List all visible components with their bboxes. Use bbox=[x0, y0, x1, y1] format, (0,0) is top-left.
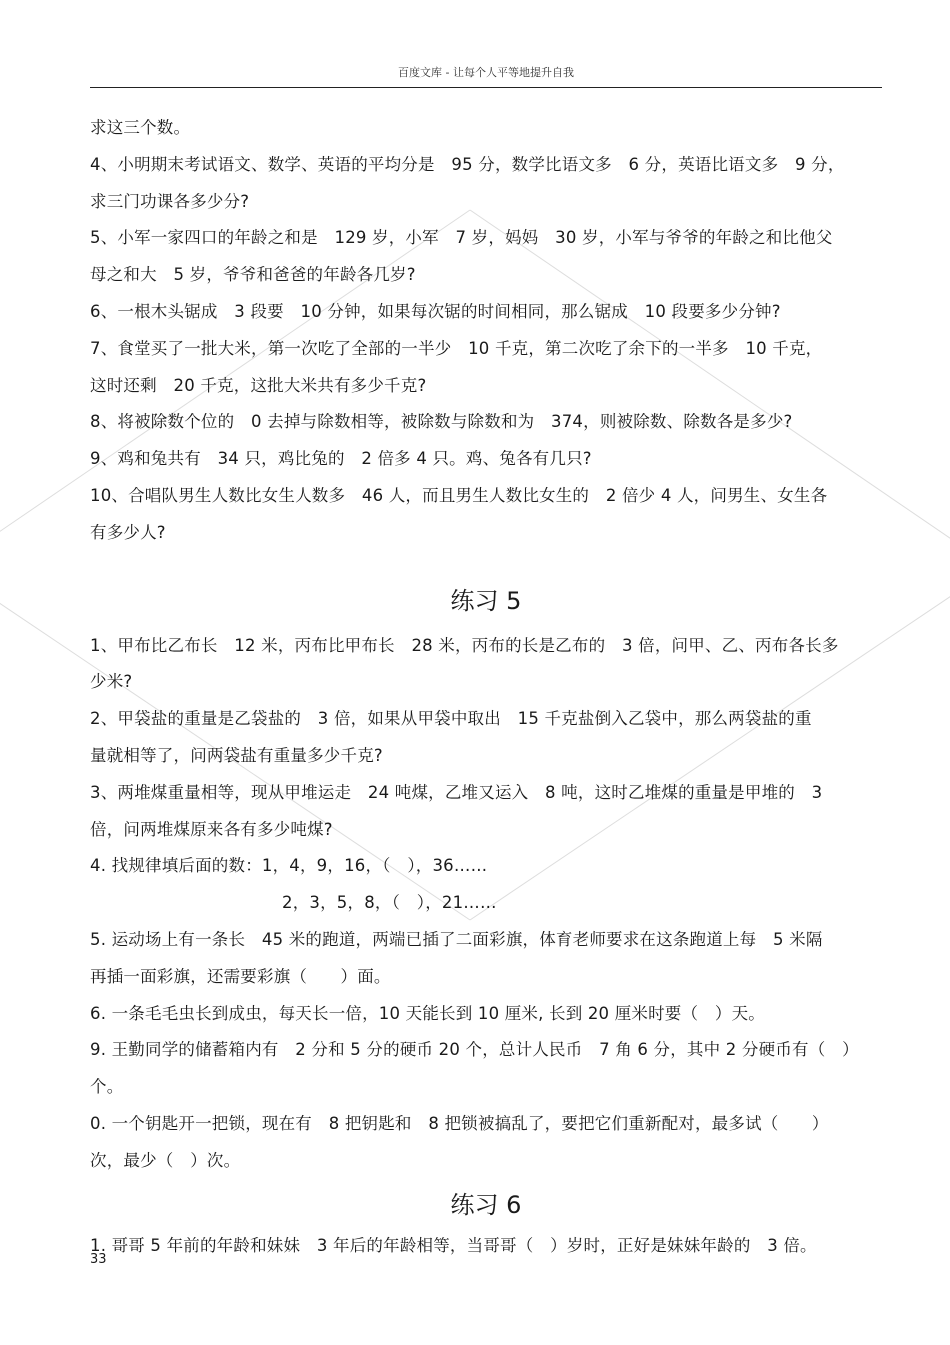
text-line: 这时还剩 20 千克，这批大米共有多少千克? bbox=[90, 375, 427, 395]
text-line: 2、甲袋盐的重量是乙袋盐的 3 倍，如果从甲袋中取出 15 千克盐倒入乙袋中，那么两袋盐的重 bbox=[90, 709, 812, 729]
text-line: 次，最少（ ）次。 bbox=[90, 1150, 241, 1170]
text-line: 5. 运动场上有一条长 45 米的跑道，两端已插了二面彩旗，体育老师要求在这条跑道上每 5 米隔 bbox=[90, 929, 823, 949]
text-line: 再插一面彩旗，还需要彩旗（ ）面。 bbox=[90, 966, 391, 986]
exercise-6-problems bbox=[90, 1228, 882, 1265]
exercise-5-problems bbox=[90, 628, 882, 1180]
exercise-5-title: 练习 5 bbox=[450, 586, 522, 615]
problems-continued bbox=[90, 110, 882, 552]
text-line: 求这三个数。 bbox=[90, 118, 191, 137]
text-line: 9、鸡和兔共有 34 只，鸡比兔的 2 倍多 4 只。鸡、兔各有几只? bbox=[90, 449, 592, 469]
text-line: 0. 一个钥匙开一把锁，现在有 8 把钥匙和 8 把锁被搞乱了，要把它们重新配对，最多试（ ） bbox=[90, 1113, 829, 1133]
text-line: 1、甲布比乙布长 12 米，丙布比甲布长 28 米，丙布的长是乙布的 3 倍，问甲、乙、丙布各长多 bbox=[90, 635, 839, 655]
text-line: 1. 哥哥 5 年前的年龄和妹妹 3 年后的年龄相等，当哥哥（ ）岁时，正好是妹妹年龄的 3 倍。 bbox=[90, 1235, 817, 1255]
document-body bbox=[90, 110, 882, 1264]
text-line: 求三门功课各多少分? bbox=[90, 191, 250, 211]
text-line: 少米? bbox=[90, 672, 133, 692]
text-line: 3、两堆煤重量相等，现从甲堆运走 24 吨煤，乙堆又运入 8 吨，这时乙堆煤的重量是甲堆的 3 bbox=[90, 782, 823, 802]
page-number: 33 bbox=[90, 1252, 107, 1267]
exercise-6-title: 练习 6 bbox=[450, 1190, 522, 1219]
text-line: 有多少人? bbox=[90, 522, 166, 542]
text-line: 8、将被除数个位的 0 去掉与除数相等，被除数与除数和为 374，则被除数、除数各是多少? bbox=[90, 412, 793, 432]
text-line: 个。 bbox=[90, 1077, 124, 1097]
text-line: 量就相等了，问两袋盐有重量多少千克? bbox=[90, 745, 383, 765]
text-line: 倍，问两堆煤原来各有多少吨煤? bbox=[90, 819, 333, 839]
text-line: 7、食堂买了一批大米，第一次吃了全部的一半少 10 千克，第二次吃了余下的一半多 10 千克， bbox=[90, 338, 823, 358]
text-line: 10、合唱队男生人数比女生人数多 46 人，而且男生人数比女生的 2 倍少 4 人，问男生、女生各 bbox=[90, 485, 828, 505]
text-line: 4. 找规律填后面的数：1，4，9，16，（ ），36…… bbox=[90, 856, 488, 876]
text-line: 母之和大 5 岁，爷爷和爸爸的年龄各几岁? bbox=[90, 265, 416, 285]
text-line: 6、一根木头锯成 3 段要 10 分钟，如果每次锯的时间相同，那么锯成 10 段要多少分钟? bbox=[90, 301, 781, 321]
text-line: 2，3，5，8，（ ），21…… bbox=[282, 893, 497, 913]
text-line: 4、小明期末考试语文、数学、英语的平均分是 95 分，数学比语文多 6 分，英语比语文多 9 分， bbox=[90, 154, 845, 174]
text-line: 6. 一条毛毛虫长到成虫，每天长一倍，10 天能长到 10 厘米, 长到 20 厘米时要（ ）天。 bbox=[90, 1003, 765, 1023]
text-line: 5、小军一家四口的年龄之和是 129 岁，小军 7 岁，妈妈 30 岁，小军与爷爷的年龄之和比他父 bbox=[90, 228, 833, 248]
text-line: 9. 王勤同学的储蓄箱内有 2 分和 5 分的硬币 20 个，总计人民币 7 角 6 分，其中 2 分硬币有（ ） bbox=[90, 1040, 859, 1060]
page-header: 百度文库 - 让每个人平等地提升自我 bbox=[90, 64, 882, 88]
